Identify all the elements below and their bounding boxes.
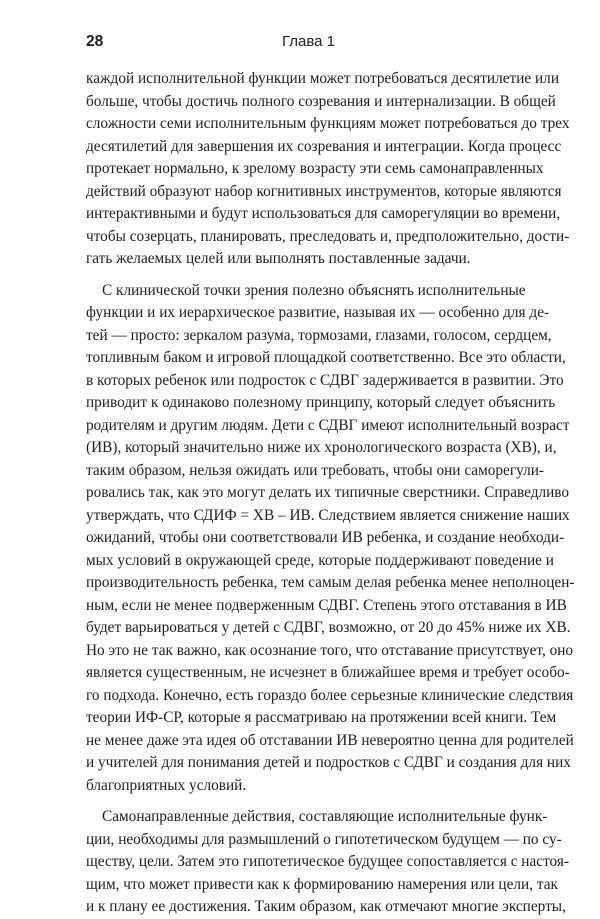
text-line: производительность ребенка, тем самым делая ребенка менее неполноцен- <box>86 574 575 591</box>
text-line: функции и их иерархическое развитие, называя их — особенно для де- <box>86 304 550 321</box>
body-text <box>86 68 575 919</box>
text-line: щим, что может привести как к формированию намерения или цели, так <box>86 875 558 893</box>
text-line: больше, чтобы достичь полного созревания и интернализации. В общей <box>86 92 556 110</box>
text-line: и учителей для понимания детей и подростков с СДВГ и создания для них <box>86 754 571 771</box>
paragraph <box>86 280 575 798</box>
text-line: го подхода. Конечно, есть гораздо более серьезные клинические следствия <box>86 686 574 704</box>
text-line: ществу, цели. Затем это гипотетическое будущее сопоставляется с настоя- <box>86 853 570 870</box>
paragraph <box>86 68 570 271</box>
text-line: сложности семи исполнительным функциям может потребоваться до трех <box>86 115 570 132</box>
text-line: тей — просто: зеркалом разума, тормозами, глазами, голосом, сердцем, <box>86 326 552 344</box>
text-line: мых условий в окружающей среде, которые поддерживают поведение и <box>86 551 554 569</box>
text-line: ции, необходимы для размышлений о гипотетическом будущем — по су- <box>86 830 562 848</box>
text-line: протекает нормально, к зрелому возрасту эти семь самонаправленных <box>86 160 544 177</box>
text-line: является существенным, не исчезнет в ближайшее время и требует особо- <box>86 664 570 681</box>
text-line: благоприятных условий. <box>86 776 247 794</box>
text-line: ным, если не менее подверженным СДВГ. Степень этого отставания в ИВ <box>86 596 567 614</box>
text-line: гать желаемых целей или выполнять поставленные задачи. <box>86 250 471 267</box>
text-line: родителям и другим людям. Дети с СДВГ имеют исполнительный возраст <box>86 416 570 434</box>
text-line: будет варьироваться у детей с СДВГ, возможно, от 20 до 45% ниже их ХВ. <box>86 619 571 636</box>
text-line: топливным баком и игровой площадкой соответственно. Все это области, <box>86 349 566 366</box>
text-line: и к плану ее достижения. Таким образом, как отмечают многие эксперты, <box>86 898 566 915</box>
text-line: утверждать, что СДИФ = ХВ – ИВ. Следствием является снижение наших <box>86 506 570 524</box>
paragraph-gap <box>86 271 518 280</box>
text-line: чтобы созерцать, планировать, преследовать и, предположительно, дости- <box>86 227 570 245</box>
text-line: действий образуют набор когнитивных инструментов, которые являются <box>86 182 562 200</box>
text-line: (ИВ), который значительно ниже их хронологического возраста (ХВ), и, <box>86 439 557 456</box>
text-line: не менее даже эта идея об отставании ИВ невероятно ценна для родителей <box>86 731 574 749</box>
text-line: в которых ребенок или подросток с СДВГ задерживается в развитии. Это <box>86 371 564 389</box>
text-line: Самонаправленные действия, составляющие исполнительные функ- <box>102 808 548 825</box>
page-header <box>86 33 518 55</box>
text-line: теории ИФ-СР, которые я рассматриваю на протяжении всей книги. Тем <box>86 709 557 726</box>
text-line: десятилетий для завершения их созревания и интеграции. Когда процесс <box>86 137 562 155</box>
paragraph-gap <box>86 797 518 806</box>
page-number: 28 <box>86 33 104 50</box>
text-line: ожиданий, чтобы они соответствовали ИВ ребенка, и создание необходи- <box>86 529 565 546</box>
text-line: таким образом, нельзя ожидать или требовать, чтобы они саморегули- <box>86 461 545 479</box>
paragraph <box>86 806 570 919</box>
text-line: ровались так, как это могут делать их типичные сверстники. Справедливо <box>86 484 570 501</box>
running-head: Глава 1 <box>282 33 336 50</box>
text-line: интерактивными и будут использоваться для саморегуляции во времени, <box>86 205 561 222</box>
text-line: приводит к одинаково полезному принципу, который следует объяснить <box>86 394 556 411</box>
text-line: С клинической точки зрения полезно объяснять исполнительные <box>102 281 526 299</box>
text-line: каждой исполнительной функции может потребоваться десятилетие или <box>86 70 560 87</box>
text-line: Но это не так важно, как осознание того, что отставание присутствует, оно <box>86 641 574 659</box>
